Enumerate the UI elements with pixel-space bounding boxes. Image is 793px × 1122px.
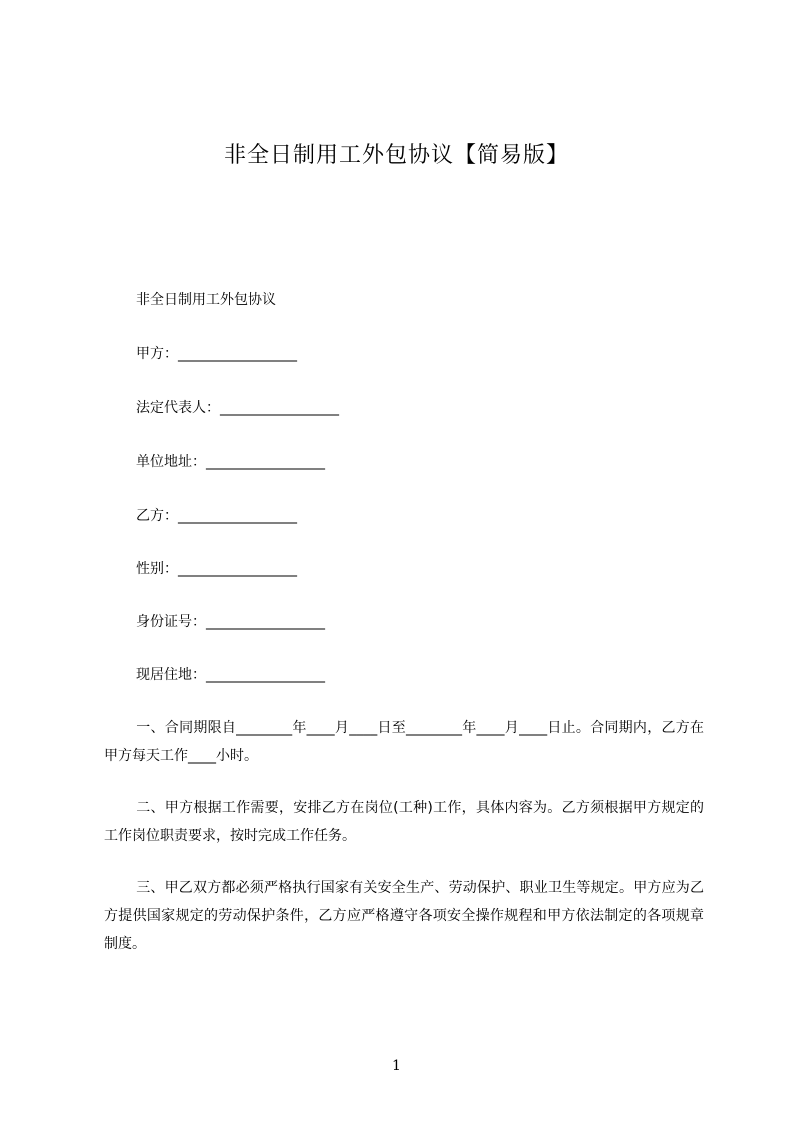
field-legal-representative [136,398,339,418]
field-blank: _________________ [178,346,297,362]
field-party-b [136,506,297,526]
field-gender [136,559,297,579]
field-blank: _________________ [206,614,325,630]
field-company-address [136,452,325,472]
field-blank: _________________ [220,400,339,416]
field-label: 甲方： [136,346,178,362]
field-blank: _________________ [178,508,297,524]
field-label: 单位地址： [136,454,206,470]
clause-2 [104,794,704,850]
field-blank: _________________ [206,454,325,470]
field-label: 身份证号： [136,614,206,630]
field-party-a [136,344,297,364]
field-blank: _________________ [206,667,325,683]
clause-text: 二、甲方根据工作需要，安排乙方在岗位(工种)工作，具体内容为。乙方须根据甲方规定的工作岗位职责要求，按时完成工作任务。 [104,800,704,844]
page-number: 1 [392,1058,401,1074]
clause-1 [104,714,704,770]
field-label: 性别： [136,561,178,577]
clause-3 [104,874,704,958]
agreement-subtitle: 非全日制用工外包协议 [136,292,276,308]
clause-text: 一、合同期限自________年____月____日至________年____月____日止。合同期内，乙方在甲方每天工作____小时。 [104,720,704,764]
field-blank: _________________ [178,561,297,577]
field-label: 法定代表人： [136,400,220,416]
clause-text: 三、甲乙双方都必须严格执行国家有关安全生产、劳动保护、职业卫生等规定。甲方应为乙方提供国家规定的劳动保护条件，乙方应严格遵守各项安全操作规程和甲方依法制定的各项规章制度。 [104,880,704,952]
field-current-address [136,665,325,685]
document-title: 非全日制用工外包协议【简易版】 [223,143,569,168]
field-label: 现居住地： [136,667,206,683]
field-id-number [136,612,325,632]
field-label: 乙方： [136,508,178,524]
